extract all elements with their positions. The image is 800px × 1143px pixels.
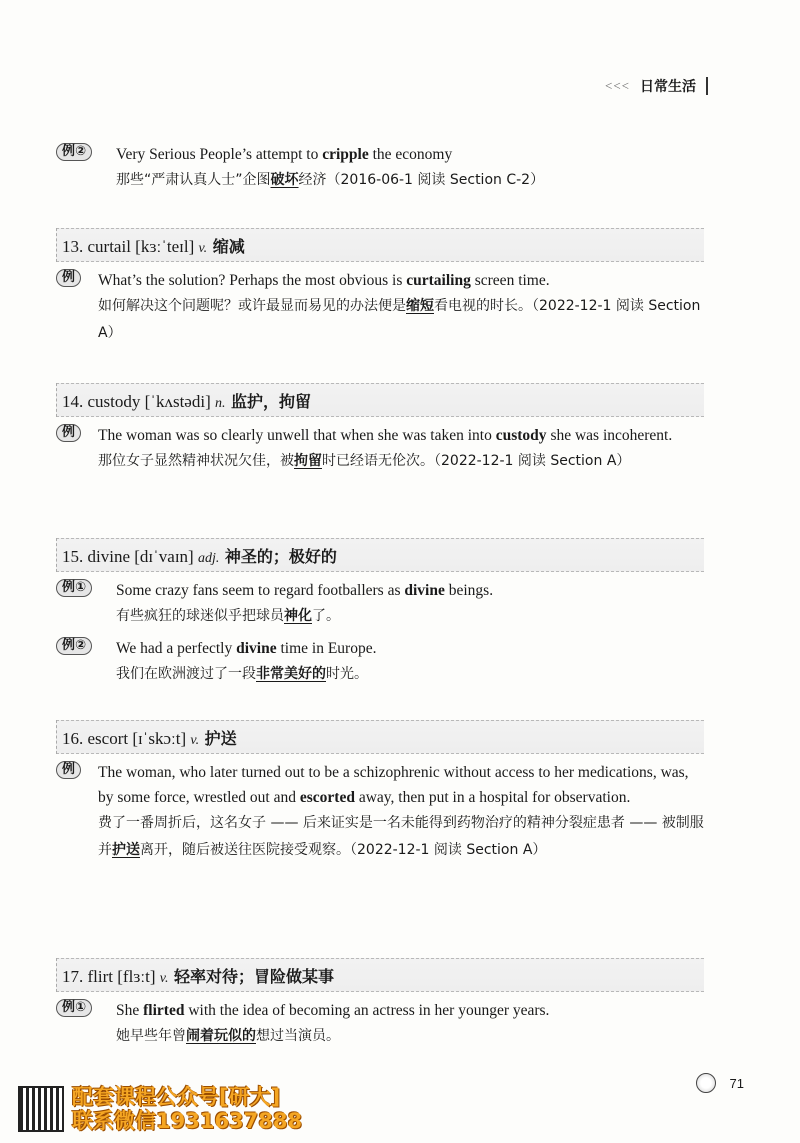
example-chinese: 那位女子显然精神状况欠佳，被拘留时已经语无伦次。（2022-12-1 阅读 Section A）	[98, 453, 631, 469]
running-header	[605, 76, 708, 96]
example-row	[56, 760, 704, 864]
example-badge: 例	[56, 424, 81, 442]
vocab-entry-13	[56, 228, 704, 347]
continued-example	[56, 136, 704, 194]
example-chinese: 我们在欧洲渡过了一段非常美好的时光。	[116, 666, 368, 682]
entry-headword: 16. escort [ɪˈskɔːt] v. 护送	[56, 720, 704, 754]
header-divider	[706, 77, 708, 95]
entry-headword: 17. flirt [flɜːt] v. 轻率对待；冒险做某事	[56, 958, 704, 992]
vocab-entry-16	[56, 720, 704, 864]
page-ornament-icon	[696, 1073, 716, 1093]
example-badge: 例①	[56, 579, 92, 597]
example-chinese: 她早些年曾闹着玩似的想过当演员。	[116, 1028, 340, 1044]
header-arrows: <<<	[605, 78, 630, 93]
entry-headword: 14. custody [ˈkʌstədi] n. 监护，拘留	[56, 383, 704, 417]
example-english: She flirted with the idea of becoming an actress in her younger years.	[116, 1002, 550, 1019]
example-row	[56, 423, 704, 475]
example-chinese: 有些疯狂的球迷似乎把球员神化了。	[116, 608, 340, 624]
example-badge: 例	[56, 761, 81, 779]
watermark-text: 配套课程公众号[研大] 联系微信1931637888	[72, 1085, 303, 1133]
example-badge: 例①	[56, 999, 92, 1017]
example-badge: 例②	[56, 637, 92, 655]
example-english: We had a perfectly divine time in Europe.	[116, 640, 377, 657]
example-row	[56, 578, 704, 630]
example-english: Very Serious People’s attempt to cripple the economy	[116, 146, 453, 163]
example-chinese: 如何解决这个问题呢？或许最显而易见的办法便是缩短看电视的时长。（2022-12-1 阅读 Section A）	[98, 298, 701, 341]
qr-code-icon	[18, 1086, 64, 1132]
example-english: What’s the solution? Perhaps the most obvious is curtailing screen time.	[98, 272, 550, 289]
example-badge: 例②	[56, 143, 92, 161]
example-english: The woman, who later turned out to be a schizophrenic without access to her medications, was, by some force, wrestled out and escorted away, then put in a hospital for observation.	[98, 764, 689, 806]
header-section-title: 日常生活	[640, 79, 696, 95]
example-row	[56, 998, 704, 1050]
example-badge: 例	[56, 269, 81, 287]
vocab-entry-17	[56, 958, 704, 1050]
example-row	[56, 142, 704, 194]
page-number: 71	[729, 1075, 744, 1091]
example-chinese: 那些“严肃认真人士”企图破坏经济（2016-06-1 阅读 Section C-2）	[116, 172, 545, 188]
vocab-entry-15	[56, 538, 704, 688]
page-footer	[696, 1073, 744, 1093]
example-row	[56, 636, 704, 688]
example-english: Some crazy fans seem to regard footballers as divine beings.	[116, 582, 494, 599]
example-chinese: 费了一番周折后，这名女子 —— 后来证实是一名未能得到药物治疗的精神分裂症患者 —— 被制服并护送离开，随后被送往医院接受观察。（2022-12-1 阅读 Section A）	[98, 815, 704, 858]
watermark	[18, 1085, 302, 1133]
entry-headword: 15. divine [dɪˈvaɪn] adj. 神圣的；极好的	[56, 538, 704, 572]
entry-headword: 13. curtail [kɜːˈteɪl] v. 缩减	[56, 228, 704, 262]
vocab-entry-14	[56, 383, 704, 475]
example-row	[56, 268, 704, 347]
example-english: The woman was so clearly unwell that when she was taken into custody she was incoherent.	[98, 427, 673, 444]
